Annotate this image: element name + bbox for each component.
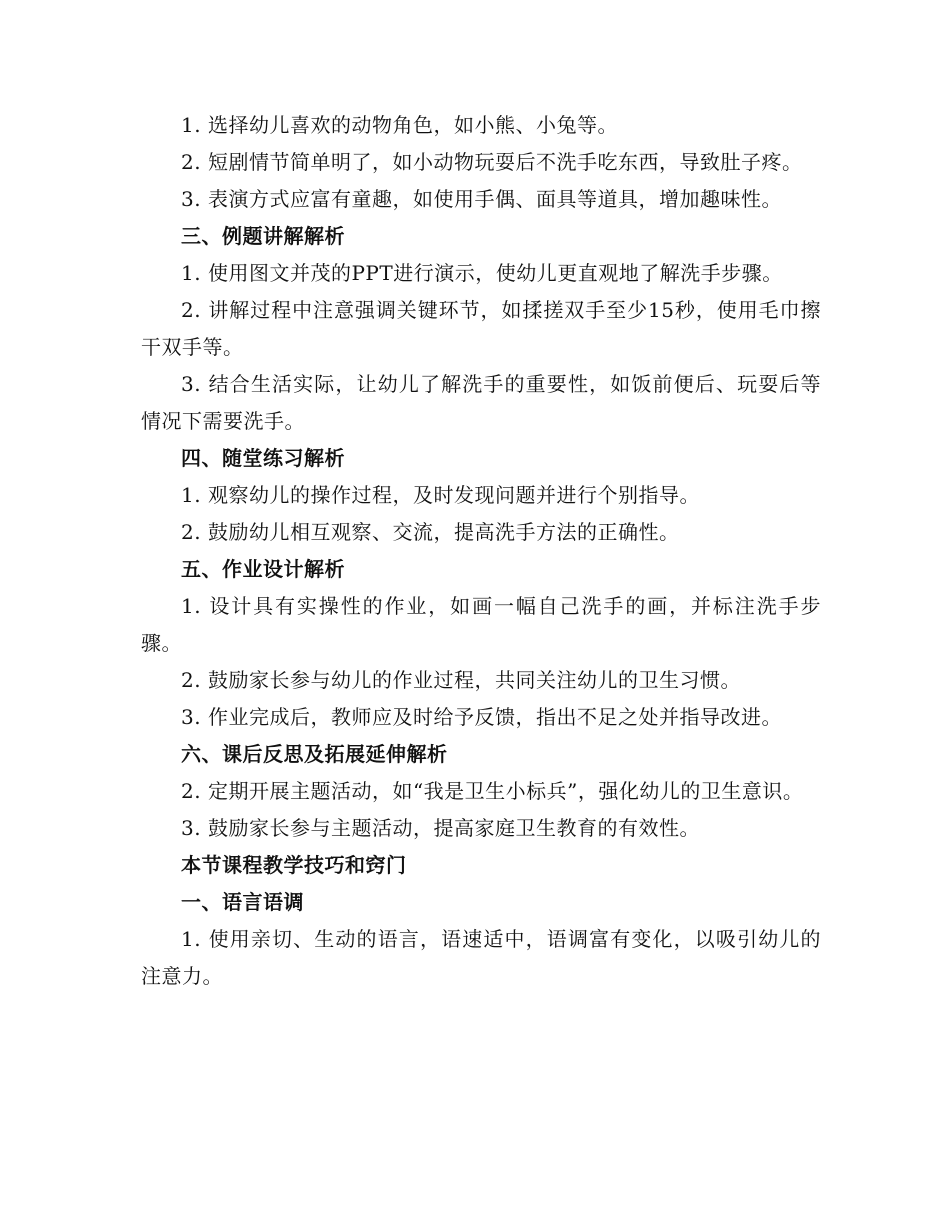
section-heading: 四、随堂练习解析 [181,446,345,470]
list-item: 3. 鼓励家长参与主题活动，提高家庭卫生教育的有效性。 [181,816,700,840]
list-item: 1. 观察幼儿的操作过程，及时发现问题并进行个别指导。 [181,483,700,507]
list-item: 1. 设计具有实操性的作业，如画一幅自己洗手的画，并标注洗手步骤。 [141,594,821,655]
section-heading: 三、例题讲解解析 [181,224,345,248]
list-item: 2. 讲解过程中注意强调关键环节，如揉搓双手至少15秒，使用毛巾擦干双手等。 [141,298,821,359]
list-item: 1. 使用亲切、生动的语言，语速适中，语调富有变化，以吸引幼儿的注意力。 [141,927,821,988]
list-item: 1. 使用图文并茂的PPT进行演示，使幼儿更直观地了解洗手步骤。 [181,261,783,285]
list-item: 2. 定期开展主题活动，如“我是卫生小标兵”，强化幼儿的卫生意识。 [181,779,804,803]
list-item: 2. 短剧情节简单明了，如小动物玩耍后不洗手吃东西，导致肚子疼。 [181,150,803,174]
list-item: 3. 结合生活实际，让幼儿了解洗手的重要性，如饭前便后、玩耍后等情况下需要洗手。 [141,372,821,433]
section-heading: 五、作业设计解析 [181,557,345,581]
list-item: 3. 表演方式应富有童趣，如使用手偶、面具等道具，增加趣味性。 [181,187,782,211]
document-body [141,107,821,995]
section-heading: 六、课后反思及拓展延伸解析 [181,742,448,766]
list-item: 2. 鼓励家长参与幼儿的作业过程，共同关注幼儿的卫生习惯。 [181,668,741,692]
list-item: 3. 作业完成后，教师应及时给予反馈，指出不足之处并指导改进。 [181,705,782,729]
list-item: 2. 鼓励幼儿相互观察、交流，提高洗手方法的正确性。 [181,520,680,544]
list-item: 1. 选择幼儿喜欢的动物角色，如小熊、小兔等。 [181,113,618,137]
section-heading: 本节课程教学技巧和窍门 [181,853,407,877]
section-heading: 一、语言语调 [181,890,304,914]
